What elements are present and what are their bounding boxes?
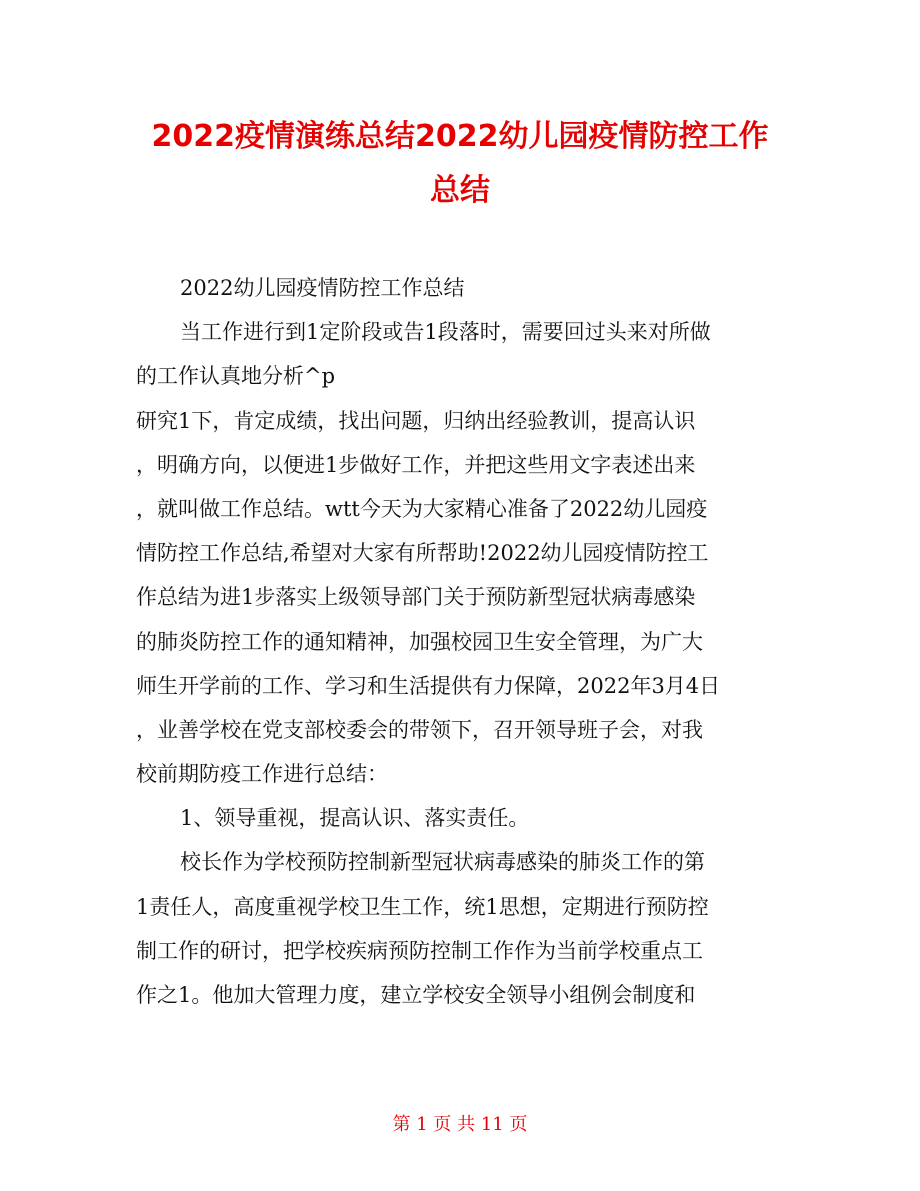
body-line: 1、领导重视，提高认识、落实责任。 xyxy=(180,806,530,831)
body-line: 校长作为学校预防控制新型冠状病毒感染的肺炎工作的第 xyxy=(180,850,705,875)
page-footer xyxy=(0,1113,920,1137)
body-line: ，就叫做工作总结。wtt今天为大家精心准备了2022幼儿园疫 xyxy=(136,496,708,521)
body-line: 情防控工作总结,希望对大家有所帮助!2022幼儿园疫情防控工 xyxy=(136,541,709,566)
body-line: 作总结为进1步落实上级领导部门关于预防新型冠状病毒感染 xyxy=(136,585,696,610)
body-line: 作之1。他加大管理力度，建立学校安全领导小组例会制度和 xyxy=(136,983,696,1007)
body-line: 1责任人，高度重视学校卫生工作，统1思想，定期进行预防控 xyxy=(136,894,709,919)
title-line-1: 2022疫情演练总结2022幼儿园疫情防控工作 xyxy=(151,119,769,154)
title-line-2: 总结 xyxy=(430,173,490,208)
body-line: 当工作进行到1定阶段或告1段落时，需要回过头来对所做 xyxy=(180,320,711,345)
body-line: ，业善学校在党支部校委会的带领下，召开领导班子会，对我 xyxy=(136,717,703,742)
body-line: 制工作的研讨，把学校疾病预防控制工作作为当前学校重点工 xyxy=(136,938,703,963)
body-line: 研究1下，肯定成绩，找出问题，归纳出经验教训，提高认识 xyxy=(136,408,696,433)
document-body xyxy=(136,266,786,1017)
body-line: ，明确方向，以便进1步做好工作，并把这些用文字表述出来 xyxy=(136,452,696,477)
body-line: 校前期防疫工作进行总结： xyxy=(136,762,388,787)
page-number: 第 1 页 共 11 页 xyxy=(392,1114,528,1135)
body-line: 师生开学前的工作、学习和生活提供有力保障，2022年3月4日 xyxy=(136,673,721,698)
body-line: 2022幼儿园疫情防控工作总结 xyxy=(180,276,465,300)
document-title xyxy=(120,110,800,218)
body-line: 的工作认真地分析^p xyxy=(136,364,336,389)
body-line: 的肺炎防控工作的通知精神，加强校园卫生安全管理，为广大 xyxy=(136,629,703,654)
